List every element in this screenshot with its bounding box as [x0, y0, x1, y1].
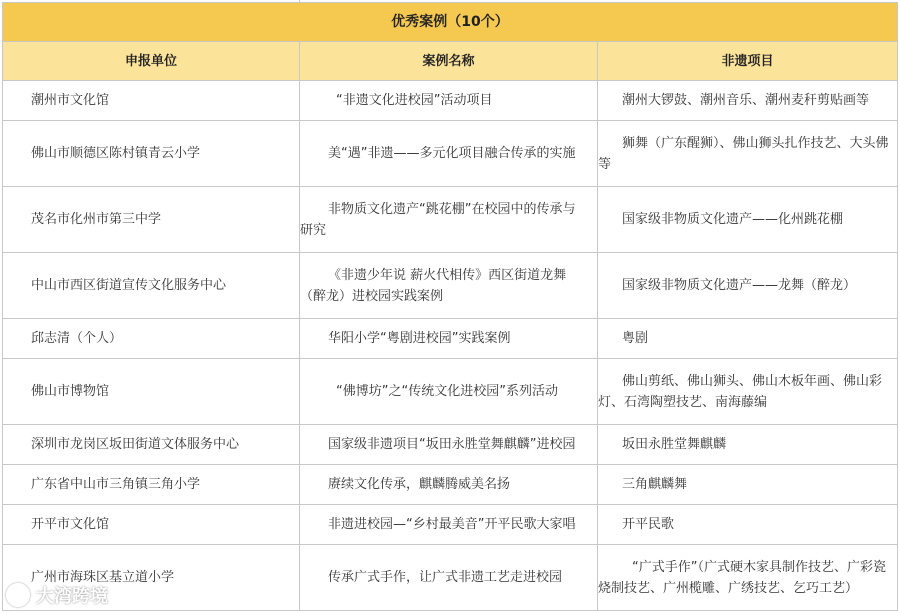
cell-case: 非遗进校园—“乡村最美音”开平民歌大家唱	[300, 505, 598, 545]
cell-case: 华阳小学“粤剧进校园”实践案例	[300, 319, 598, 359]
table-row	[3, 187, 898, 253]
watermark-text: 大湾跨境	[36, 586, 108, 607]
cell-heritage: 国家级非物质文化遗产——化州跳花棚	[598, 187, 898, 253]
cell-unit: 邱志清（个人）	[3, 319, 300, 359]
cell-heritage: 开平民歌	[598, 505, 898, 545]
cell-heritage: 坂田永胜堂舞麒麟	[598, 425, 898, 465]
cell-heritage-text: 狮舞（广东醒狮）、佛山狮头扎作技艺、大头佛等	[598, 135, 889, 172]
table-row	[3, 359, 898, 425]
cell-heritage	[598, 359, 898, 425]
cell-case	[300, 253, 598, 319]
table-row	[3, 465, 898, 505]
table-row	[3, 505, 898, 545]
cell-case: “佛博坊”之“传统文化进校园”系列活动	[300, 359, 598, 425]
cell-heritage: 潮州大锣鼓、潮州音乐、潮州麦秆剪贴画等	[598, 81, 898, 121]
cell-case-text: 非物质文化遗产“跳花棚”在校园中的传承与研究	[300, 201, 576, 238]
cell-case: 传承广式手作，让广式非遗工艺走进校园	[300, 545, 598, 611]
cell-heritage-text: 佛山剪纸、佛山狮头、佛山木板年画、佛山彩灯、石湾陶塑技艺、南海藤编	[598, 373, 883, 410]
header-heritage: 非遗项目	[598, 42, 898, 81]
table-title-row	[3, 3, 898, 42]
table-row	[3, 425, 898, 465]
cell-unit: 中山市西区街道宣传文化服务中心	[3, 253, 300, 319]
cell-case: “非遗文化进校园”活动项目	[300, 81, 598, 121]
table-row	[3, 81, 898, 121]
cell-unit: 深圳市龙岗区坂田街道文体服务中心	[3, 425, 300, 465]
cell-unit: 茂名市化州市第三中学	[3, 187, 300, 253]
cell-heritage: 国家级非物质文化遗产——龙舞（醉龙）	[598, 253, 898, 319]
table-title: 优秀案例（10个）	[3, 3, 898, 42]
cell-case-text: 《非遗少年说 薪火代相传》西区街道龙舞（醉龙）进校园实践案例	[300, 267, 567, 304]
cell-unit: 开平市文化馆	[3, 505, 300, 545]
cell-heritage: 粤剧	[598, 319, 898, 359]
cell-case: 美“遇”非遗——多元化项目融合传承的实施	[300, 121, 598, 187]
header-case: 案例名称	[300, 42, 598, 81]
cell-unit: 潮州市文化馆	[3, 81, 300, 121]
table-header-row	[3, 42, 898, 81]
cell-unit: 广州市海珠区基立道小学	[3, 545, 300, 611]
watermark	[6, 581, 108, 609]
cell-case	[300, 187, 598, 253]
cell-case: 赓续文化传承，麒麟腾威美名扬	[300, 465, 598, 505]
cases-table	[2, 2, 898, 611]
header-unit: 申报单位	[3, 42, 300, 81]
cell-heritage-text: “广式手作”（广式硬木家具制作技艺、广彩瓷烧制技艺、广州榄雕、广绣技艺、乞巧工艺）	[598, 559, 886, 596]
cell-heritage	[598, 545, 898, 611]
cell-unit: 广东省中山市三角镇三角小学	[3, 465, 300, 505]
logo-icon	[6, 583, 30, 607]
table-row	[3, 545, 898, 611]
cell-unit: 佛山市博物馆	[3, 359, 300, 425]
cell-heritage	[598, 121, 898, 187]
cell-heritage: 三角麒麟舞	[598, 465, 898, 505]
cell-unit: 佛山市顺德区陈村镇青云小学	[3, 121, 300, 187]
table-row	[3, 253, 898, 319]
table-row	[3, 121, 898, 187]
table-row	[3, 319, 898, 359]
cell-case: 国家级非遗项目“坂田永胜堂舞麒麟”进校园	[300, 425, 598, 465]
